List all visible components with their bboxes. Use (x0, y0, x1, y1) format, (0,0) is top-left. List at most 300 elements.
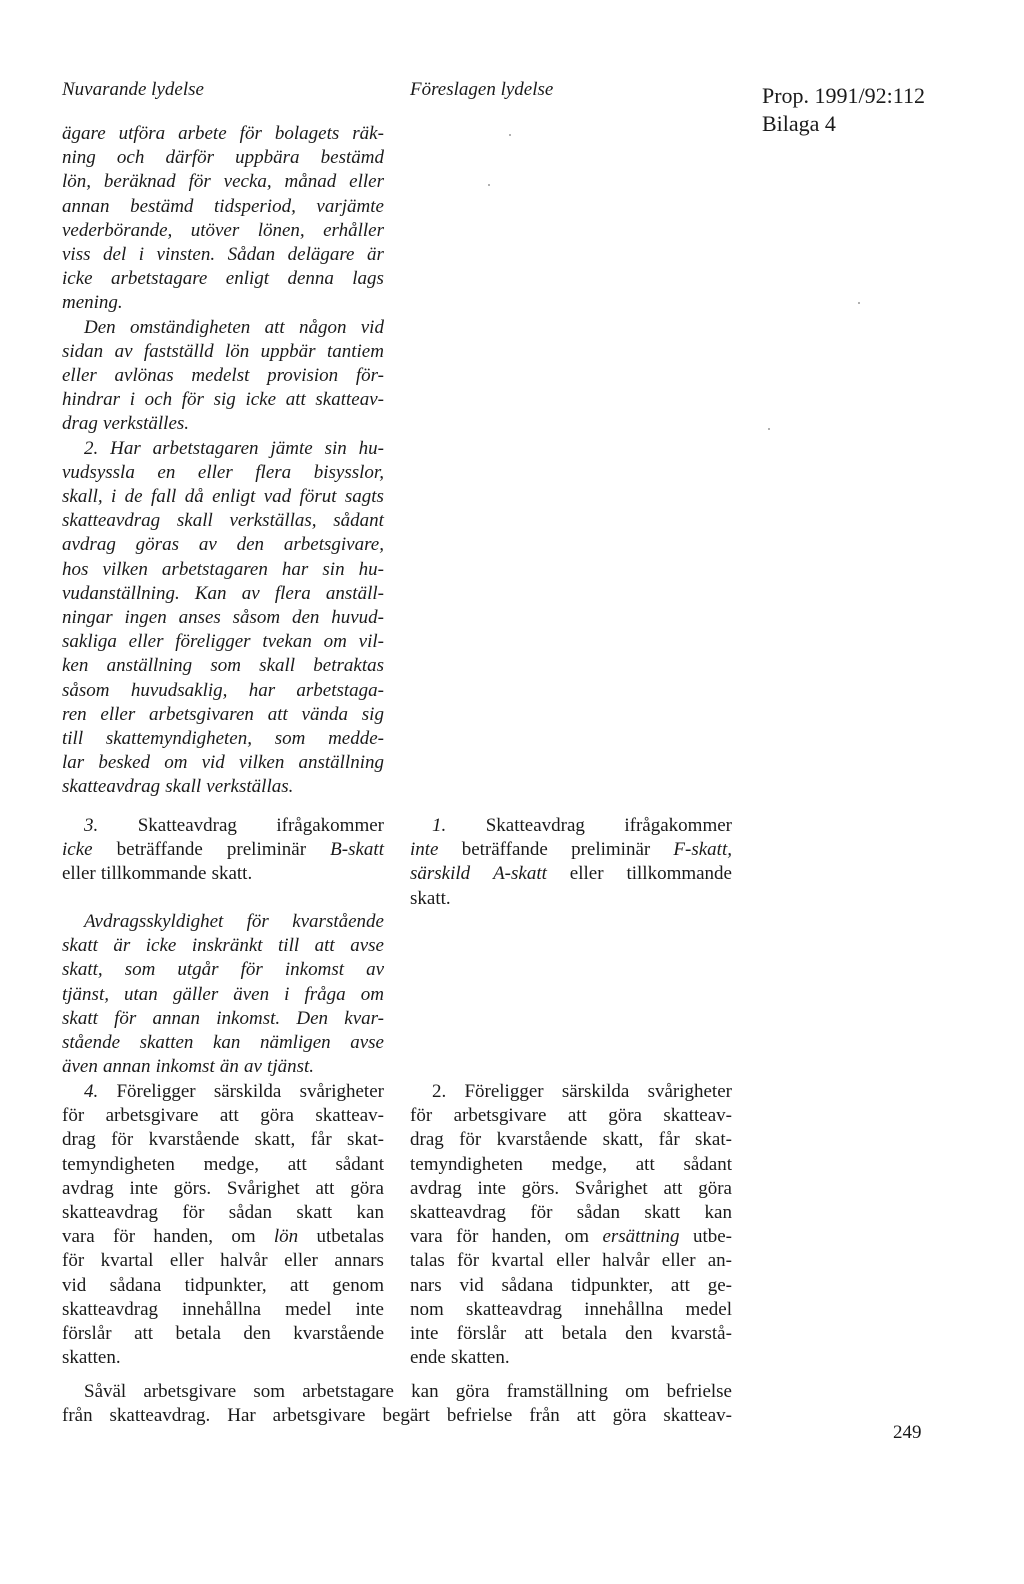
word: eller (169, 1250, 204, 1272)
text-line (62, 814, 384, 838)
scan-speck (488, 184, 490, 186)
word: stående (62, 1032, 121, 1054)
word: vända (301, 703, 348, 725)
word: en (157, 461, 176, 483)
word: nars (410, 1274, 442, 1296)
text-line (62, 727, 384, 751)
word: skatteavdrag (62, 510, 161, 532)
word: ende (410, 1347, 446, 1369)
word: att (663, 1177, 683, 1199)
word: utbe- (692, 1226, 732, 1248)
word: för (111, 1129, 134, 1151)
word: att (576, 1405, 596, 1427)
word: om (625, 1381, 650, 1402)
word: görs. (521, 1177, 560, 1199)
word: ren (62, 703, 87, 725)
word: att (567, 1105, 587, 1127)
word: till (62, 728, 84, 750)
word: ningar (62, 607, 113, 629)
word: halvår (602, 1250, 650, 1272)
word: sådant (335, 1153, 384, 1175)
word: medge, (203, 1153, 260, 1175)
text-line (62, 606, 384, 630)
word: eller (349, 171, 384, 193)
word: Skatteavdrag (137, 815, 237, 836)
text-line (62, 934, 384, 958)
word: ingen (124, 607, 167, 629)
word: i (138, 244, 145, 266)
word: flera (255, 461, 292, 483)
word: göra (260, 1105, 294, 1127)
word: kvarstående (292, 911, 384, 932)
word: avdrag (62, 534, 116, 556)
word: vudanställning. (62, 582, 180, 604)
word: den (625, 1323, 653, 1345)
word: avlönas (114, 365, 174, 387)
word: i (111, 486, 117, 508)
word: skatteav- (315, 389, 384, 411)
text-line (410, 1128, 732, 1152)
word: A-skatt (493, 863, 547, 885)
word: särskild (410, 863, 471, 885)
word: om (164, 752, 188, 774)
text-line (62, 388, 384, 412)
word: beträffande (116, 839, 203, 861)
word: kan (356, 1202, 384, 1224)
word: de (124, 486, 143, 508)
word: göra (608, 1105, 642, 1127)
word: svårigheter (647, 1081, 732, 1102)
text-line (62, 1404, 732, 1428)
word: Den (296, 1007, 329, 1029)
word: lön (224, 340, 250, 362)
word: drag (62, 413, 98, 435)
word: sådan (576, 1202, 621, 1224)
word: begärt (382, 1405, 430, 1427)
word: betala (561, 1323, 607, 1345)
word: arbetsgivare (143, 1381, 237, 1402)
word: fråga (304, 983, 346, 1005)
word: arbetsgivare (453, 1105, 547, 1127)
word: som (253, 1381, 286, 1402)
word: annan (62, 195, 110, 217)
text-line (62, 1201, 384, 1225)
word: den (291, 607, 320, 629)
word: arbetstagare (302, 1381, 394, 1402)
text-line (62, 1380, 732, 1404)
word: skatteavdrag (62, 1202, 159, 1224)
word: skatt. (410, 887, 451, 909)
text-line (62, 291, 384, 315)
word: preliminär (226, 839, 307, 861)
word: har (281, 558, 309, 580)
text-line (410, 1249, 732, 1273)
word: utföra (118, 123, 166, 144)
word: är (367, 244, 384, 266)
word: icke (145, 935, 177, 957)
word: eller (62, 863, 96, 885)
word: genom (332, 1274, 384, 1296)
word: befrielse (446, 1405, 513, 1427)
word: skatteav- (315, 1105, 384, 1127)
word: att (285, 389, 306, 411)
word: att (315, 1177, 335, 1199)
word: då (184, 486, 204, 508)
text-line (410, 1201, 732, 1225)
word: eller (100, 703, 136, 725)
word: icke (62, 268, 93, 290)
text-line (62, 533, 384, 557)
text-line (62, 195, 384, 219)
text-line (62, 122, 384, 146)
word: Sådan (227, 244, 276, 266)
word: vara (62, 1226, 95, 1248)
word: föreligger (175, 631, 251, 653)
word: för (181, 389, 204, 411)
word: temyndigheten (62, 1153, 175, 1175)
word: av (114, 340, 133, 362)
word: Föreligger (464, 1081, 544, 1102)
document-reference (762, 82, 925, 138)
word: arbetsgivare, (283, 534, 384, 556)
word: skatteavdrag (465, 1298, 562, 1320)
word: Kan (194, 582, 227, 604)
page-number: 249 (893, 1422, 922, 1443)
text-line (62, 340, 384, 364)
text-line (62, 267, 384, 291)
word: kvartal (491, 1250, 545, 1272)
word: i (284, 983, 290, 1005)
word: eller (62, 365, 97, 387)
word: annan (152, 1007, 201, 1029)
word: betala (175, 1323, 221, 1345)
word: att (524, 1323, 544, 1345)
word: skatteavdrag (62, 1298, 159, 1320)
word: att (635, 1153, 655, 1175)
word: flera (274, 582, 311, 604)
word: och (116, 147, 145, 169)
text-line (62, 775, 384, 799)
word: den (236, 534, 265, 556)
word: därför (165, 147, 215, 169)
word: beträffande (461, 839, 548, 861)
word: preliminär (571, 839, 651, 861)
word: jämte (270, 437, 313, 459)
word: sådana (109, 1274, 162, 1296)
word: eller (661, 1250, 696, 1272)
word: eller (556, 1250, 590, 1272)
word: inte (477, 1177, 506, 1199)
word: hindrar (62, 389, 121, 411)
text-line (62, 243, 384, 267)
word: kvartal (100, 1250, 154, 1272)
word: inkomst (155, 1056, 215, 1078)
word: om (360, 983, 384, 1005)
text-line (62, 679, 384, 703)
text-line (62, 654, 384, 678)
text-line (410, 1177, 732, 1201)
word: huvud- (331, 607, 384, 629)
word: sådana (501, 1274, 554, 1296)
word: ersättning (602, 1226, 680, 1248)
word: kvarstående (496, 1129, 588, 1151)
word: bolagets (274, 123, 340, 144)
word: vid (201, 752, 225, 774)
word: från (529, 1405, 560, 1427)
word: avse (350, 935, 384, 957)
word: för- (355, 365, 384, 387)
word: skatt (62, 935, 98, 957)
word: skatt, (602, 1129, 644, 1151)
word: del (103, 244, 127, 266)
word: för (188, 171, 211, 193)
word: arbetstaga- (296, 679, 384, 701)
word: provision (267, 365, 339, 387)
word: verkställas. (206, 776, 294, 798)
word: av (366, 959, 384, 981)
word: månad (284, 171, 337, 193)
word: tjänst, (62, 983, 109, 1005)
text-line (62, 582, 384, 606)
word: för (459, 1129, 482, 1151)
word: görs. (173, 1177, 212, 1199)
text-line (62, 1346, 384, 1370)
word: talas (410, 1250, 445, 1272)
word: för (240, 959, 263, 981)
word: arbete (178, 123, 227, 144)
word: arbetstagaren (152, 437, 259, 459)
word: hos (62, 558, 89, 580)
word: omständigheten (129, 316, 251, 338)
text-line (62, 862, 384, 886)
word: skatt, (62, 959, 103, 981)
word: tillkommande (626, 863, 732, 885)
word: besked (98, 752, 151, 774)
word: för (112, 1226, 136, 1248)
word: även (233, 983, 270, 1005)
text-line (410, 1322, 732, 1346)
word: även (62, 1056, 98, 1078)
text-line (410, 1225, 732, 1249)
word: för (182, 1202, 205, 1224)
word: F-skatt, (673, 839, 732, 861)
word: utöver (190, 219, 240, 241)
word: ägare (62, 123, 106, 144)
left-column-section-4 (62, 1080, 384, 1370)
word: ifrågakommer (624, 815, 732, 836)
word: för (456, 1226, 479, 1248)
word: ning (62, 147, 96, 169)
word: vilken (238, 752, 285, 774)
word: sig (361, 703, 384, 725)
word: såsom (62, 679, 110, 701)
word: av (241, 582, 260, 604)
text-line (62, 1007, 384, 1031)
word: att (287, 1153, 307, 1175)
word: 3. (84, 815, 99, 836)
word: sådan (228, 1202, 273, 1224)
word: tillkommande (100, 863, 207, 885)
word: hu- (358, 437, 384, 459)
text-line (62, 364, 384, 388)
word: arbetstagare (110, 268, 208, 290)
word: sig (213, 389, 236, 411)
text-line (410, 1080, 732, 1104)
word: för (62, 1250, 85, 1272)
text-line (62, 1298, 384, 1322)
word: vudsyssla (62, 461, 135, 483)
word: Har (227, 1405, 256, 1427)
word: inkomst. (216, 1007, 281, 1029)
word: sådant (333, 510, 384, 532)
word: i (129, 389, 136, 411)
word: betraktas (313, 655, 384, 677)
word: framställning (506, 1381, 608, 1402)
word: och (144, 389, 173, 411)
text-line (62, 1249, 384, 1273)
word: drag (410, 1129, 444, 1151)
word: skattemyndigheten, (105, 728, 252, 750)
word: handen, (491, 1226, 552, 1248)
word: bestämd (130, 195, 194, 217)
word: lags (352, 268, 384, 290)
word: skatten. (62, 1347, 121, 1369)
word: anses (178, 607, 221, 629)
word: sådant (683, 1153, 732, 1175)
word: anställ- (325, 582, 384, 604)
word: för (246, 911, 269, 932)
word: bisysslor, (313, 461, 384, 483)
left-column-deduction-note (62, 910, 384, 1079)
text-line (410, 887, 732, 911)
text-line (410, 1298, 732, 1322)
text-line (62, 1055, 384, 1079)
text-line (62, 1153, 384, 1177)
text-line (410, 814, 732, 838)
word: skatt, (254, 1129, 296, 1151)
word: till (278, 935, 300, 957)
word: anställning (298, 752, 384, 774)
text-line (62, 1128, 384, 1152)
word: arbetsgivare (105, 1105, 199, 1127)
word: Den (84, 316, 116, 338)
word: medelst (191, 365, 250, 387)
word: handen, (153, 1226, 214, 1248)
word: någon (298, 316, 347, 338)
word: vad (263, 486, 292, 508)
text-line (62, 630, 384, 654)
word: 1. (432, 815, 447, 836)
word: för (530, 1202, 553, 1224)
word: kan (411, 1381, 439, 1402)
word: inte (410, 839, 439, 861)
word: förslår (62, 1323, 112, 1345)
word: för (456, 1250, 480, 1272)
text-line (62, 910, 384, 934)
text-line (62, 412, 384, 436)
word: an- (707, 1250, 732, 1272)
word: eller (284, 1250, 318, 1272)
word: befrielse (666, 1381, 732, 1402)
word: arbetstagaren (161, 558, 268, 580)
word: göra (698, 1177, 732, 1199)
word: enligt (212, 486, 256, 508)
word: eller (569, 863, 604, 885)
word: kvarstå- (670, 1323, 732, 1345)
word: skat- (347, 1129, 384, 1151)
word: vinsten. (156, 244, 216, 266)
word: skall (176, 510, 213, 532)
word: inte (355, 1298, 384, 1320)
column-header-proposed-wording: Föreslagen lydelse (410, 79, 554, 100)
word: kan (704, 1202, 732, 1224)
word: 2. (432, 1081, 447, 1102)
word: skatt (644, 1202, 681, 1224)
text-line (62, 1031, 384, 1055)
word: har (248, 679, 276, 701)
word: annars (334, 1250, 384, 1272)
word: att (314, 935, 335, 957)
text-line (62, 461, 384, 485)
word: ge- (707, 1274, 732, 1296)
word: vid (62, 1274, 87, 1296)
word: 2. (84, 437, 99, 459)
word: kvar- (344, 1007, 384, 1029)
word: inkomst (284, 959, 344, 981)
word: utan (124, 983, 158, 1005)
text-line (62, 1104, 384, 1128)
word: som (124, 959, 156, 981)
word: icke (245, 389, 277, 411)
word: särskilda (561, 1081, 630, 1102)
word: göra (350, 1177, 384, 1199)
word: icke (62, 839, 93, 861)
text-line (62, 170, 384, 194)
word: Skatteavdrag (485, 815, 585, 836)
word: vid (360, 316, 384, 338)
word: innehållna (181, 1298, 262, 1320)
word: nom (410, 1298, 444, 1320)
word: från (62, 1405, 93, 1427)
word: tidsperiod, (214, 195, 296, 217)
word: huvudsaklig, (130, 679, 228, 701)
word: skat- (695, 1129, 732, 1151)
word: skatten (139, 1032, 194, 1054)
word: lar (62, 752, 85, 774)
word: skatteavdrag (62, 776, 161, 798)
word: om (564, 1226, 590, 1248)
word: eller (128, 631, 164, 653)
text-line (62, 1177, 384, 1201)
word: skatt. (211, 863, 253, 885)
word: 4. (84, 1081, 99, 1102)
word: tidpunkter, (571, 1274, 654, 1296)
word: arbetsgivare (272, 1405, 366, 1427)
word: vil- (358, 631, 384, 653)
word: är (113, 935, 131, 957)
text-line (62, 1080, 384, 1104)
word: kvarstående (293, 1323, 384, 1345)
left-column-top-text (62, 122, 384, 800)
word: medel (685, 1298, 732, 1320)
word: lönen, (257, 219, 305, 241)
word: skall (165, 776, 202, 798)
word: göras (135, 534, 179, 556)
full-width-closing-text (62, 1380, 732, 1428)
word: om (231, 1226, 256, 1248)
word: utbetalas (316, 1226, 384, 1248)
word: göra (612, 1405, 647, 1427)
